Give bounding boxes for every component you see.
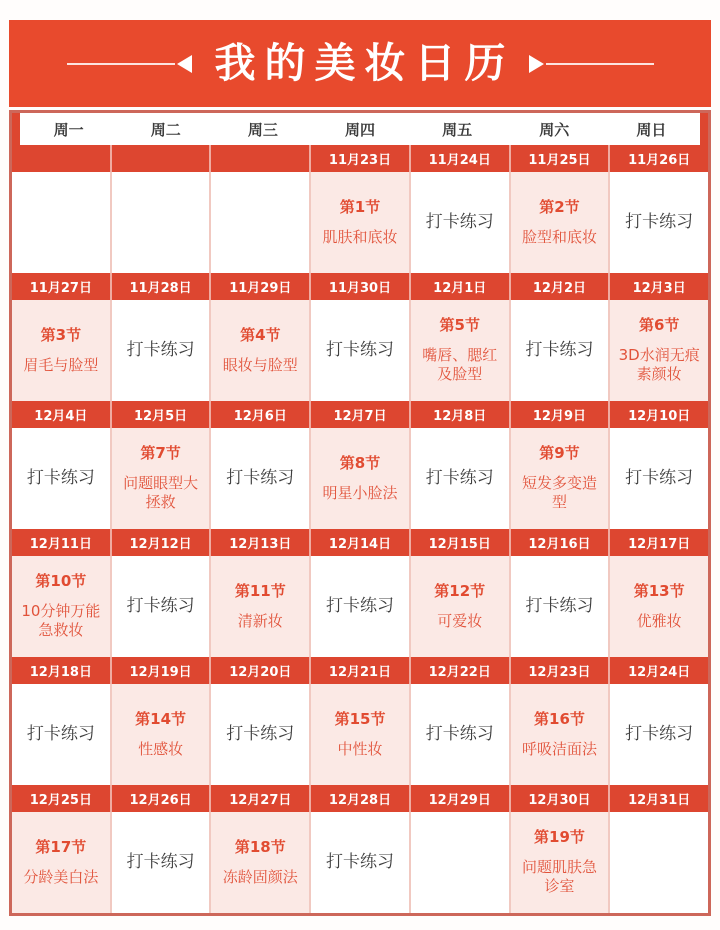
- date-cell: 12月9日: [509, 401, 609, 428]
- lesson-number: 第18节: [234, 837, 286, 856]
- practice-label: 打卡练习: [326, 596, 395, 617]
- date-cell: 12月27日: [209, 785, 309, 812]
- date-cell: 11月29日: [209, 273, 309, 300]
- practice-label: 打卡练习: [625, 212, 694, 233]
- date-cell: 12月16日: [509, 529, 609, 556]
- date-cell: 12月18日: [29, 665, 92, 680]
- lesson-number: 第17节: [35, 837, 87, 856]
- practice-label: 打卡练习: [26, 724, 95, 745]
- lesson-cell: [608, 300, 708, 401]
- date-cell: 12月1日: [409, 273, 509, 300]
- practice-label: 打卡练习: [425, 212, 494, 233]
- date-cell: 11月25日: [509, 145, 609, 172]
- weekday-header-row: [12, 113, 708, 145]
- date-cell: 12月3日: [608, 273, 708, 300]
- date-cell: 12月28日: [309, 785, 409, 812]
- practice-label: 打卡练习: [625, 724, 694, 745]
- weekday-cell-mon: 周一: [53, 120, 84, 139]
- lesson-number: 第7节: [140, 444, 181, 463]
- lesson-title: 短发多变造型: [521, 473, 597, 512]
- lesson-title: 可爱妆: [437, 611, 483, 630]
- date-cell: 12月13日: [209, 529, 309, 556]
- lesson-cell: [309, 684, 409, 785]
- date-cell: 12月31日: [608, 785, 708, 812]
- practice-label: 打卡练习: [425, 468, 494, 489]
- date-cell: 12月11日: [29, 537, 92, 552]
- weekday-cell-sun: 周日: [636, 120, 667, 139]
- lesson-number: 第19节: [534, 828, 585, 847]
- date-row: [12, 401, 708, 428]
- date-row: [12, 273, 708, 300]
- practice-label: 打卡练习: [525, 596, 594, 617]
- date-cell: 12月29日: [409, 785, 509, 812]
- date-cell: 12月22日: [409, 657, 509, 684]
- weekday-cell-fri: 周五: [442, 120, 473, 139]
- date-row: [12, 145, 708, 172]
- practice-cell: [608, 172, 708, 273]
- lesson-cell: [12, 556, 110, 657]
- lesson-title: 呼吸洁面法: [521, 739, 597, 758]
- date-cell: 11月24日: [409, 145, 509, 172]
- content-row: [12, 172, 708, 273]
- lesson-number: 第13节: [633, 581, 685, 600]
- lesson-cell: [509, 684, 609, 785]
- date-cell: 12月2日: [509, 273, 609, 300]
- lesson-number: 第9节: [539, 444, 580, 463]
- date-cell: 12月4日: [34, 409, 88, 424]
- date-cell: 12月8日: [409, 401, 509, 428]
- date-row: [12, 785, 708, 812]
- lesson-number: 第5节: [439, 316, 480, 335]
- practice-cell: [209, 428, 309, 529]
- empty-cell: [409, 812, 509, 913]
- empty-cell: [608, 812, 708, 913]
- date-cell: 11月30日: [309, 273, 409, 300]
- date-cell: [209, 145, 309, 172]
- lesson-cell: [509, 428, 609, 529]
- lesson-title: 眼妆与脸型: [222, 355, 298, 374]
- date-cell: 12月26日: [110, 785, 210, 812]
- date-cell: 12月20日: [209, 657, 309, 684]
- practice-cell: [110, 556, 210, 657]
- practice-cell: [110, 812, 210, 913]
- arrow-right-icon: [529, 55, 544, 73]
- date-cell: 12月10日: [608, 401, 708, 428]
- empty-cell: [209, 172, 309, 273]
- practice-label: 打卡练习: [326, 340, 395, 361]
- lesson-cell: [608, 556, 708, 657]
- lesson-number: 第2节: [539, 197, 580, 216]
- practice-label: 打卡练习: [126, 340, 195, 361]
- date-cell: 12月25日: [29, 793, 92, 808]
- lesson-cell: [509, 812, 609, 913]
- date-cell: 12月7日: [309, 401, 409, 428]
- lesson-title: 优雅妆: [636, 611, 682, 630]
- lesson-number: 第3节: [40, 325, 82, 344]
- practice-cell: [309, 300, 409, 401]
- date-cell: 12月21日: [309, 657, 409, 684]
- date-cell: 12月30日: [509, 785, 609, 812]
- lesson-number: 第4节: [240, 325, 281, 344]
- lesson-cell: [209, 556, 309, 657]
- date-cell: 12月17日: [608, 529, 708, 556]
- lesson-title: 明星小脸法: [322, 483, 398, 502]
- lesson-cell: [409, 556, 509, 657]
- weekday-cell-thu: 周四: [344, 120, 375, 139]
- lesson-title: 问题眼型大拯救: [123, 473, 199, 512]
- practice-cell: [209, 684, 309, 785]
- title-banner: [9, 20, 711, 107]
- weekday-cell-tue: 周二: [150, 120, 181, 139]
- lesson-cell: [209, 300, 309, 401]
- date-cell: 12月5日: [110, 401, 210, 428]
- date-row: [12, 657, 708, 684]
- weekday-cell-wed: 周三: [247, 120, 278, 139]
- lesson-title: 10分钟万能急救妆: [21, 601, 101, 640]
- calendar-table: [9, 110, 711, 916]
- date-cell: [110, 145, 210, 172]
- lesson-title: 分龄美白法: [23, 867, 99, 886]
- lesson-title: 清新妆: [237, 611, 283, 630]
- practice-cell: [509, 556, 609, 657]
- practice-cell: [409, 172, 509, 273]
- content-row: [12, 556, 708, 657]
- lesson-cell: [309, 428, 409, 529]
- date-cell: 11月27日: [29, 281, 92, 296]
- lesson-title: 脸型和底妆: [521, 227, 597, 246]
- date-cell: [12, 145, 110, 172]
- practice-cell: [409, 684, 509, 785]
- date-cell: 11月26日: [608, 145, 708, 172]
- date-cell: 12月12日: [110, 529, 210, 556]
- content-row: [12, 428, 708, 529]
- date-row: [12, 529, 708, 556]
- lesson-title: 3D水润无痕素颜妆: [618, 345, 700, 384]
- practice-cell: [608, 684, 708, 785]
- practice-label: 打卡练习: [226, 468, 295, 489]
- banner-line-left: [67, 63, 175, 65]
- practice-cell: [608, 428, 708, 529]
- practice-cell: [509, 300, 609, 401]
- practice-label: 打卡练习: [326, 852, 395, 873]
- lesson-cell: [12, 300, 110, 401]
- lesson-number: 第8节: [339, 453, 381, 472]
- lesson-title: 肌肤和底妆: [322, 227, 398, 246]
- lesson-title: 问题肌肤急诊室: [521, 857, 597, 896]
- date-cell: 12月15日: [409, 529, 509, 556]
- practice-cell: [12, 428, 110, 529]
- lesson-cell: [309, 172, 409, 273]
- content-row: [12, 684, 708, 785]
- lesson-number: 第15节: [334, 709, 386, 728]
- practice-label: 打卡练习: [625, 468, 694, 489]
- lesson-title: 眉毛与脸型: [23, 355, 99, 374]
- date-cell: 12月23日: [509, 657, 609, 684]
- lesson-title: 中性妆: [337, 739, 383, 758]
- lesson-number: 第11节: [234, 581, 286, 600]
- arrow-left-icon: [177, 55, 192, 73]
- lesson-cell: [409, 300, 509, 401]
- practice-label: 打卡练习: [226, 724, 295, 745]
- practice-label: 打卡练习: [26, 468, 95, 489]
- practice-label: 打卡练习: [525, 340, 594, 361]
- empty-cell: [12, 172, 110, 273]
- date-cell: 11月23日: [309, 145, 409, 172]
- lesson-cell: [509, 172, 609, 273]
- practice-label: 打卡练习: [126, 596, 195, 617]
- practice-cell: [110, 300, 210, 401]
- banner-line-right: [546, 63, 654, 65]
- lesson-title: 冻龄固颜法: [222, 867, 298, 886]
- practice-cell: [309, 812, 409, 913]
- weekday-header-inner: [20, 113, 700, 145]
- lesson-number: 第16节: [534, 709, 585, 728]
- weekday-cell-sat: 周六: [539, 120, 570, 139]
- practice-label: 打卡练习: [126, 852, 195, 873]
- date-cell: 11月28日: [110, 273, 210, 300]
- content-row: [12, 300, 708, 401]
- lesson-number: 第1节: [339, 197, 381, 216]
- practice-cell: [12, 684, 110, 785]
- date-cell: 12月14日: [309, 529, 409, 556]
- date-cell: 12月6日: [209, 401, 309, 428]
- practice-cell: [409, 428, 509, 529]
- lesson-cell: [110, 428, 210, 529]
- lesson-cell: [209, 812, 309, 913]
- empty-cell: [110, 172, 210, 273]
- lesson-number: 第6节: [638, 316, 680, 335]
- page-title: 我的美妆日历: [214, 39, 515, 87]
- date-cell: 12月19日: [110, 657, 210, 684]
- practice-cell: [309, 556, 409, 657]
- lesson-number: 第12节: [434, 581, 486, 600]
- date-cell: 12月24日: [608, 657, 708, 684]
- content-row: [12, 812, 708, 913]
- lesson-cell: [110, 684, 210, 785]
- practice-label: 打卡练习: [425, 724, 494, 745]
- lesson-title: 性感妆: [138, 739, 184, 758]
- lesson-number: 第14节: [135, 709, 187, 728]
- lesson-cell: [12, 812, 110, 913]
- lesson-title: 嘴唇、腮红及脸型: [422, 345, 498, 384]
- lesson-number: 第10节: [35, 572, 87, 591]
